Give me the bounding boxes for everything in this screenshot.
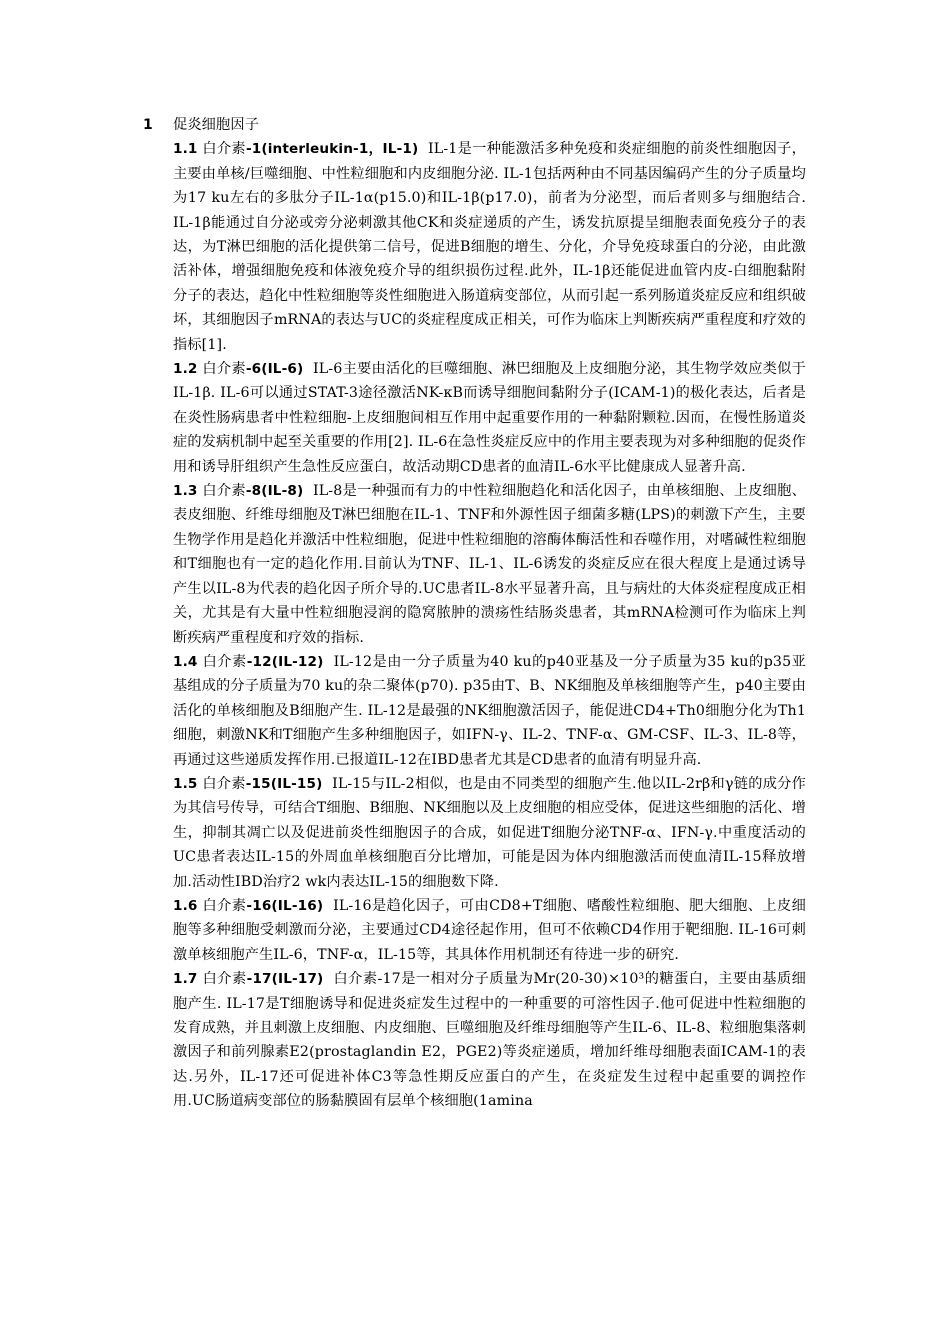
paragraph-heading: [173, 654, 324, 670]
paragraph-abbr: -15(IL-15): [245, 775, 323, 792]
section-heading: [143, 113, 806, 137]
paragraph-text: IL-8是一种强而有力的中性粒细胞趋化和活化因子，由单核细胞、上皮细胞、表皮细胞、纤维母细胞及T淋巴细胞在IL-1、TNF和外源性因子细菌多糖(LPS)的刺激下产生，主要生物学作用是趋化并激活中性粒细胞，促进中性粒细胞的溶酶体酶活性和吞噬作用，对嗜碱性粒细胞和T细胞也有一定的趋化作用.目前认为TNF、IL-1、IL-6诱发的炎症反应在很大程度上是通过诱导产生以IL-8为代表的趋化因子所介导的.UC患者IL-8水平显著升高，且与病灶的大体炎症程度成正相关，尤其是有大量中性粒细胞浸润的隐窝脓肿的溃疡性结肠炎患者，其mRNA检测可作为临床上判断疾病严重程度和疗效的指标.: [173, 483, 806, 646]
paragraph-abbr: -17(IL-17): [246, 971, 324, 988]
paragraph-text: 白介素-17是一相对分子质量为Mr(20-30)×10³的糖蛋白，主要由基质细胞产生. IL-17是T细胞诱导和促进炎症发生过程中的一种重要的可溶性因子.他可促进中性粒细胞的发育成熟，并且刺激上皮细胞、内皮细胞、巨噬细胞及纤维母细胞等产生IL-6、IL-8、粒细胞集落刺激因子和前列腺素E2(prostaglandin E2，PGE2)等炎症递质，增加纤维母细胞表面ICAM-1的表达.另外，IL-17还可促进补体C3等急性期反应蛋白的产生，在炎症发生过程中起重要的调控作用.UC肠道病变部位的肠黏膜固有层单个核细胞(1amina: [173, 971, 806, 1110]
document-body: [143, 113, 807, 1114]
paragraph-il-17: [173, 967, 806, 1113]
paragraph-heading: [173, 483, 303, 499]
paragraph-name: 白介素: [202, 483, 246, 500]
paragraph-name: 白介素: [202, 897, 247, 914]
paragraph-il-16: [173, 894, 806, 967]
paragraph-name: 白介素: [202, 141, 246, 158]
paragraph-name: 白介素: [202, 361, 246, 378]
paragraph-abbr: -12(IL-12): [246, 653, 324, 670]
paragraph-il-6: [173, 357, 806, 479]
paragraph-name: 白介素: [202, 653, 247, 670]
paragraph-abbr: -1(interleukin-1，IL-1): [245, 141, 419, 158]
paragraph-heading: [173, 776, 323, 792]
paragraph-abbr: -6(IL-6): [245, 361, 304, 378]
paragraph-abbr: -16(IL-16): [246, 897, 324, 914]
paragraph-number: 1.7: [173, 971, 198, 988]
section-number: 1: [143, 117, 153, 133]
paragraph-text: IL-1是一种能激活多种免疫和炎症细胞的前炎性细胞因子，主要由单核/巨噬细胞、中性粒细胞和内皮细胞分泌. IL-1包括两种由不同基因编码产生的分子质量均为17 ku左右的多肽分子IL-1α(p15.0)和IL-1β(p17.0)，前者为分泌型，而后者则多与细胞结合. IL-1β能通过自分泌或旁分泌刺激其他CK和炎症递质的产生，诱发抗原提呈细胞表面免疫分子的表达，为T淋巴细胞的活化提供第二信号，促进B细胞的增生、分化，介导免疫球蛋白的分泌，由此激活补体，增强细胞免疫和体液免疫介导的组织损伤过程.此外，IL-1β还能促进血管内皮-白细胞黏附分子的表达，趋化中性粒细胞等炎性细胞进入肠道病变部位，从而引起一系列肠道炎症反应和组织破坏，其细胞因子mRNA的表达与UC的炎症程度成正相关，可作为临床上判断疾病严重程度和疗效的指标[1].: [173, 141, 806, 353]
paragraph-il-15: [173, 772, 806, 894]
paragraph-heading: [173, 141, 418, 157]
paragraph-text: IL-12是由一分子质量为40 ku的p40亚基及一分子质量为35 ku的p35亚基组成的分子质量为70 ku的杂二聚体(p70). p35由T、B、NK细胞及单核细胞等产生，p40主要由活化的单核细胞及B细胞产生. IL-12是最强的NK细胞激活因子，能促进CD4+Th0细胞分化为Th1细胞，刺激NK和T细胞产生多种细胞因子，如IFN-γ、IL-2、TNF-α、GM-CSF、IL-3、IL-8等，再通过这些递质发挥作用.已报道IL-12在IBD患者尤其是CD患者的血清有明显升高.: [173, 653, 807, 768]
paragraph-heading: [173, 361, 303, 377]
paragraph-abbr: -8(IL-8): [245, 483, 304, 500]
paragraph-number: 1.2: [173, 361, 198, 378]
paragraph-number: 1.3: [173, 483, 198, 500]
paragraph-name: 白介素: [202, 775, 246, 792]
paragraph-number: 1.6: [173, 897, 198, 914]
paragraph-text: IL-6主要由活化的巨噬细胞、淋巴细胞及上皮细胞分泌，其生物学效应类似于IL-1β. IL-6可以通过STAT-3途径激活NK-κB而诱导细胞间黏附分子(ICAM-1)的极化表达，后者是在炎性肠病患者中性粒细胞-上皮细胞间相互作用中起重要作用的一种黏附颗粒.因而，在慢性肠道炎症的发病机制中起至关重要的作用[2]. IL-6在急性炎症反应中的作用主要表现为对多种细胞的促炎作用和诱导肝组织产生急性反应蛋白，故活动期CD患者的血清IL-6水平比健康成人显著升高.: [173, 361, 806, 475]
paragraph-il-12: [173, 650, 806, 772]
paragraph-name: 白介素: [202, 971, 247, 988]
paragraph-text: IL-15与IL-2相似，也是由不同类型的细胞产生.他以IL-2rβ和γ链的成分作为其信号传导，可结合T细胞、B细胞、NK细胞以及上皮细胞的相应受体，促进这些细胞的活化、增生，抑制其凋亡以及促进前炎性细胞因子的合成，如促进T细胞分泌TNF-α、IFN-γ.中重度活动的UC患者表达IL-15的外周血单核细胞百分比增加，可能是因为体内细胞激活而使血清IL-15释放增加.活动性IBD治疗2 wk内表达IL-15的细胞数下降.: [173, 775, 806, 890]
paragraph-il-1: [173, 137, 806, 357]
paragraph-number: 1.4: [173, 653, 198, 670]
paragraph-heading: [173, 971, 323, 987]
paragraph-text: IL-16是趋化因子，可由CD8+T细胞、嗜酸性粒细胞、肥大细胞、上皮细胞等多种细胞受刺激而分泌，主要通过CD4途径起作用，但可不依赖CD4作用于靶细胞. IL-16可刺激单核细胞产生IL-6，TNF-α，IL-15等，其具体作用机制还有待进一步的研究.: [173, 897, 806, 963]
paragraph-heading: [173, 898, 323, 914]
paragraph-il-8: [173, 479, 806, 650]
section-title: 促炎细胞因子: [173, 117, 260, 133]
paragraph-number: 1.1: [173, 141, 198, 158]
paragraph-number: 1.5: [173, 775, 198, 792]
